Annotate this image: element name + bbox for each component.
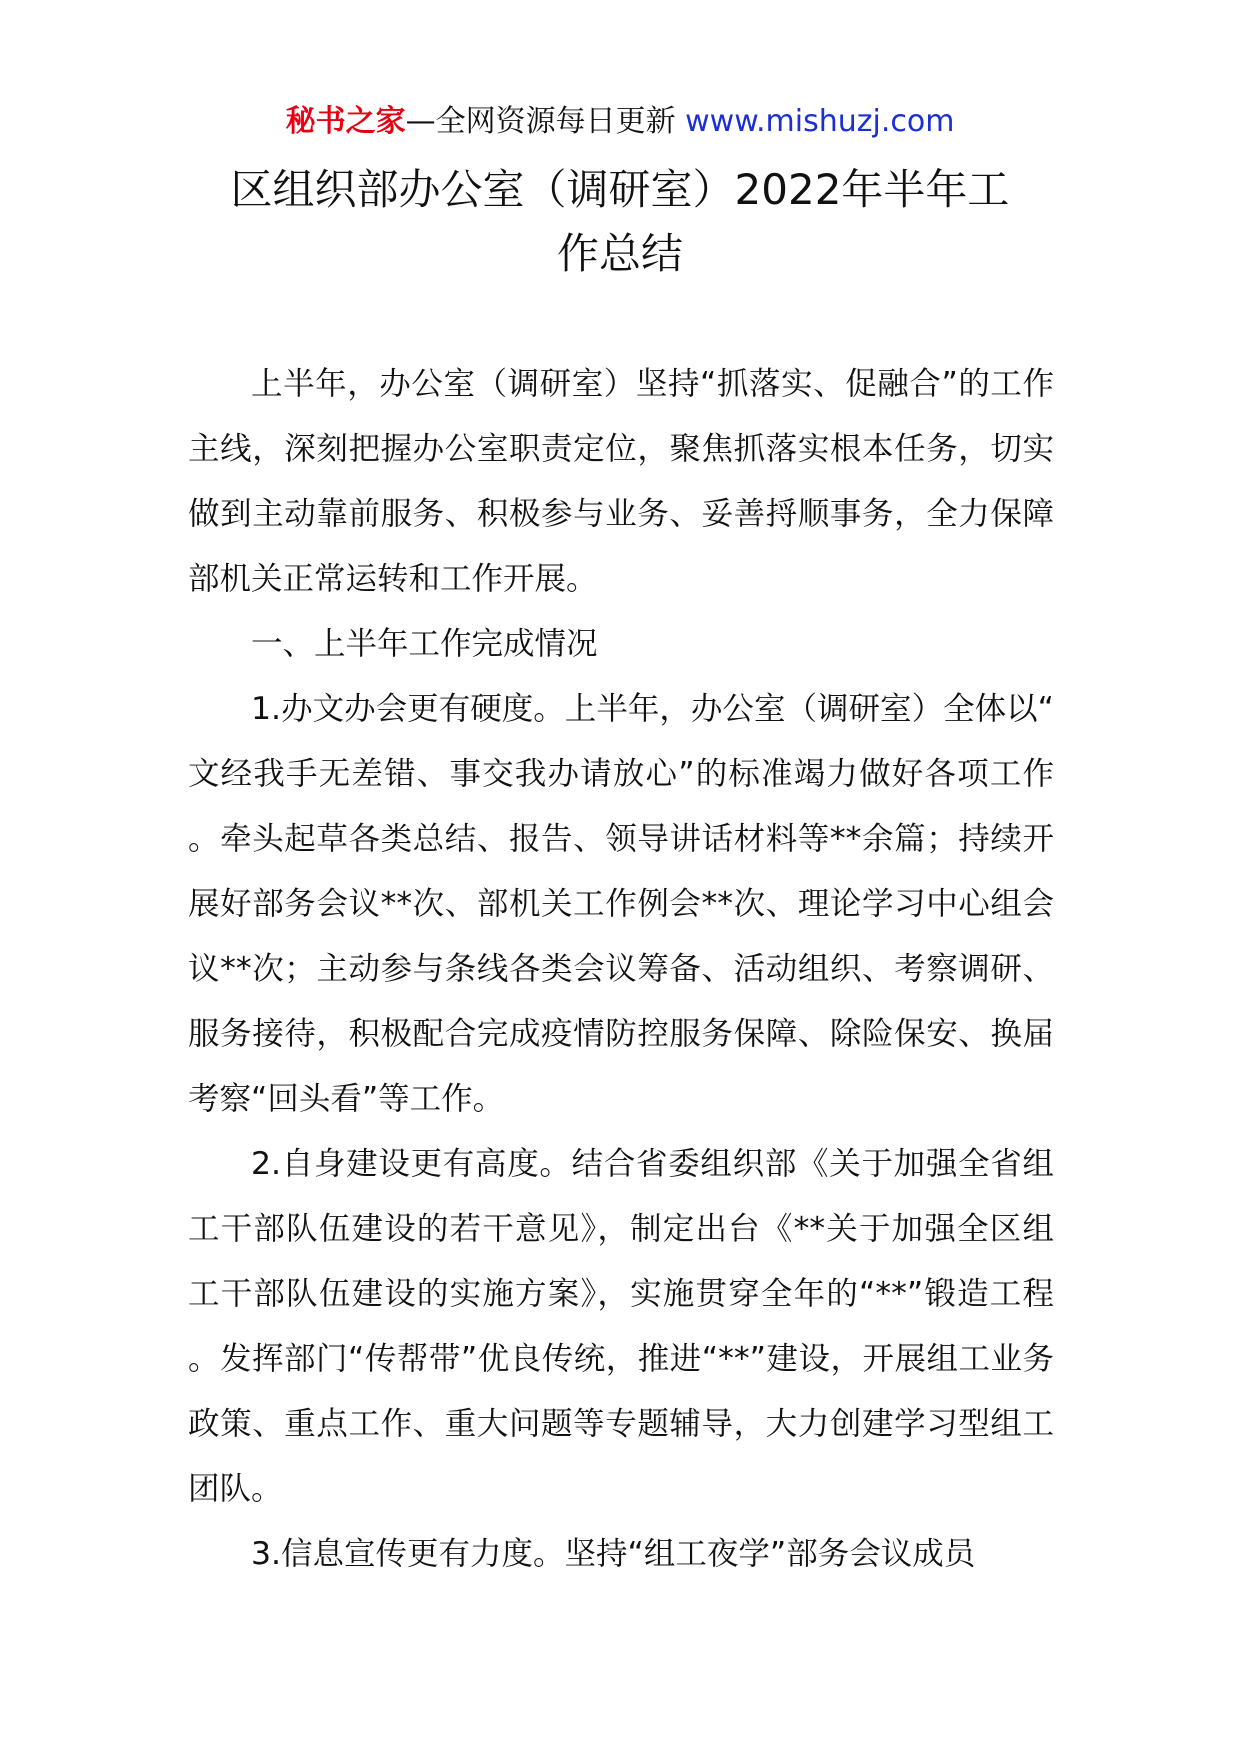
paragraph-item-3: 3.信息宣传更有力度。坚持“组工夜学”部务会议成员 [251, 1536, 976, 1572]
title-line-2: 作总结 [556, 229, 683, 278]
paragraph-item-2: 2.自身建设更有高度。结合省委组织部《关于加强全省组工干部队伍建设的若干意见》，制定出台《**关于加强全区组工干部队伍建设的实施方案》，实施贯穿全年的“**”锻造工程。发挥部门“传帮带”优良传统，推进“**”建设，开展组工业务政策、重点工作、重大问题等专题辅导，大力创建学习型组工团队。 [188, 1146, 1054, 1507]
header-slogan: —全网资源每日更新 [405, 104, 686, 139]
title-line-1: 区组织部办公室（调研室）2022年半年工 [230, 165, 1010, 214]
site-url-link[interactable]: www.mishuzj.com [685, 104, 955, 139]
brand-name: 秘书之家 [285, 104, 406, 139]
document-body [188, 352, 1054, 1587]
section-heading-1: 一、上半年工作完成情况 [251, 626, 598, 662]
paragraph-intro: 上半年，办公室（调研室）坚持“抓落实、促融合”的工作主线，深刻把握办公室职责定位，聚焦抓落实根本任务，切实做到主动靠前服务、积极参与业务、妥善捋顺事务，全力保障部机关正常运转和工作开展。 [188, 366, 1054, 597]
paragraph-item-1: 1.办文办会更有硬度。上半年，办公室（调研室）全体以“文经我手无差错、事交我办请放心”的标准竭力做好各项工作。牵头起草各类总结、报告、领导讲话材料等**余篇；持续开展好部务会议**次、部机关工作例会**次、理论学习中心组会议**次；主动参与条线各类会议筹备、活动组织、考察调研、服务接待，积极配合完成疫情防控服务保障、除险保安、换届考察“回头看”等工作。 [188, 691, 1054, 1117]
document-title [150, 158, 1090, 286]
site-header [0, 100, 1240, 144]
